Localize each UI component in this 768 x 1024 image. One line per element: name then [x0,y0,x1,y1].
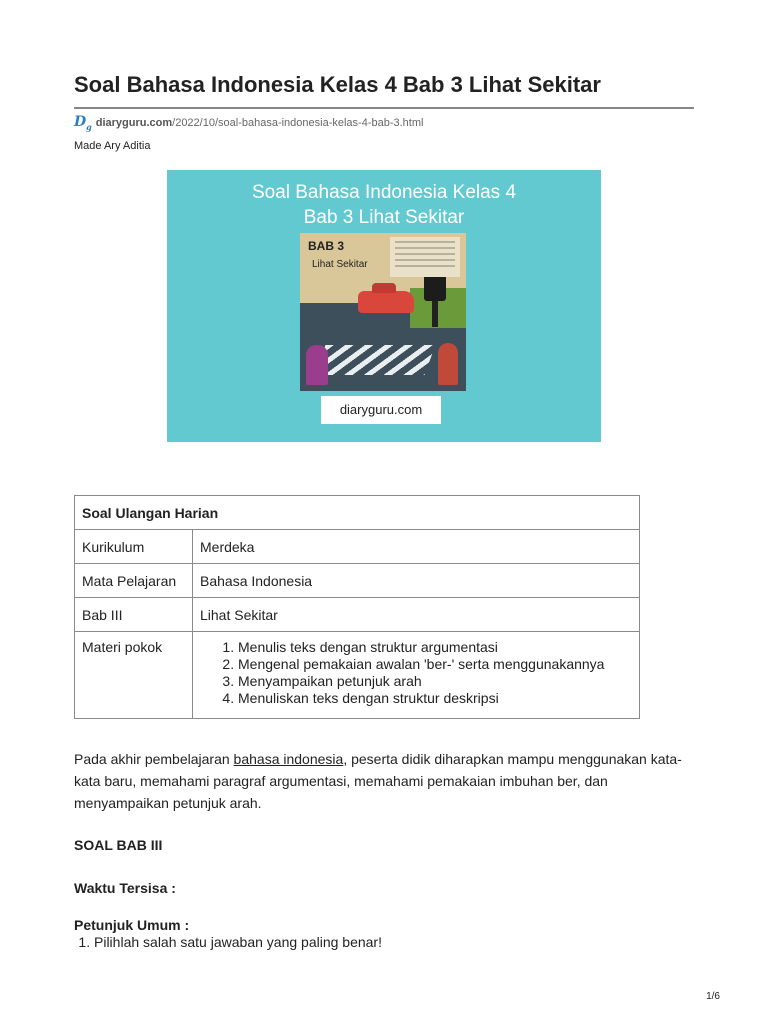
traffic-light-icon [424,273,446,301]
diaryguru-logo-icon: $D_g$ [74,114,92,132]
list-item: 3. Menyampaikan petunjuk arah [238,673,632,690]
table-value: Lihat Sekitar [193,598,640,632]
hero-title-line1: Soal Bahasa Indonesia Kelas 4 [251,182,517,203]
waktu-heading: Waktu Tersisa : [74,880,176,896]
list-item: 2. Mengenal pemakaian awalan 'ber-' serta menggunakannya [238,656,632,673]
table-row [75,564,640,598]
page-title: Soal Bahasa Indonesia Kelas 4 Bab 3 Lihat Sekitar [74,72,601,97]
table-key: Materi pokok [75,632,193,719]
intro-paragraph: Pada akhir pembelajaran bahasa indonesia, peserta didik diharapkan mampu menggunakan kata-kata baru, memahami paragraf argumentasi, memahami pemakaian imbuhan ber, dan menyampaikan petunjuk arah. [74,751,682,811]
author-name: Made Ary Aditia [74,140,151,152]
cover-subtitle: Lihat Sekitar [312,259,368,270]
list-item: 1. Menulis teks dengan struktur argumentasi [238,639,632,656]
hero-title [167,180,601,230]
zebra-crossing-shape [315,345,436,375]
info-table [74,495,640,719]
page-number: 1/6 [706,991,720,1002]
table-row [75,496,640,530]
table-key: Bab III [75,598,193,632]
table-value: Merdeka [193,530,640,564]
table-row [75,632,640,719]
cover-info-box [390,237,460,277]
child-figure-icon [306,345,328,385]
table-row [75,530,640,564]
red-car-icon [358,291,414,313]
table-row [75,598,640,632]
source-domain: diaryguru.com [95,116,173,129]
source-path: /2022/10/soal-bahasa-indonesia-kelas-4-bab-3.html [172,116,424,129]
source-line [74,114,423,132]
bahasa-indonesia-link[interactable]: bahasa indonesia [233,751,344,767]
hero-title-line2: Bab 3 Lihat Sekitar [303,207,465,228]
title-divider [74,107,694,109]
hero-image [167,170,601,442]
petunjuk-list [74,932,382,952]
materi-list [200,639,632,707]
source-url-link[interactable] [96,117,424,129]
list-item: 1. Pilihlah salah satu jawaban yang paling benar! [94,932,382,952]
child-figure-icon [438,343,458,385]
book-cover-illustration [300,233,466,391]
petunjuk-heading: Petunjuk Umum : [74,917,190,933]
soal-heading: SOAL BAB III [74,837,163,853]
list-item: 4. Menuliskan teks dengan struktur deskripsi [238,690,632,707]
table-value: Bahasa Indonesia [193,564,640,598]
table-key: Kurikulum [75,530,193,564]
table-heading: Soal Ulangan Harian [75,496,640,530]
cover-bab-label: BAB 3 [308,239,345,253]
table-key: Mata Pelajaran [75,564,193,598]
hero-site-badge: diaryguru.com [321,396,441,424]
table-value [193,632,640,719]
